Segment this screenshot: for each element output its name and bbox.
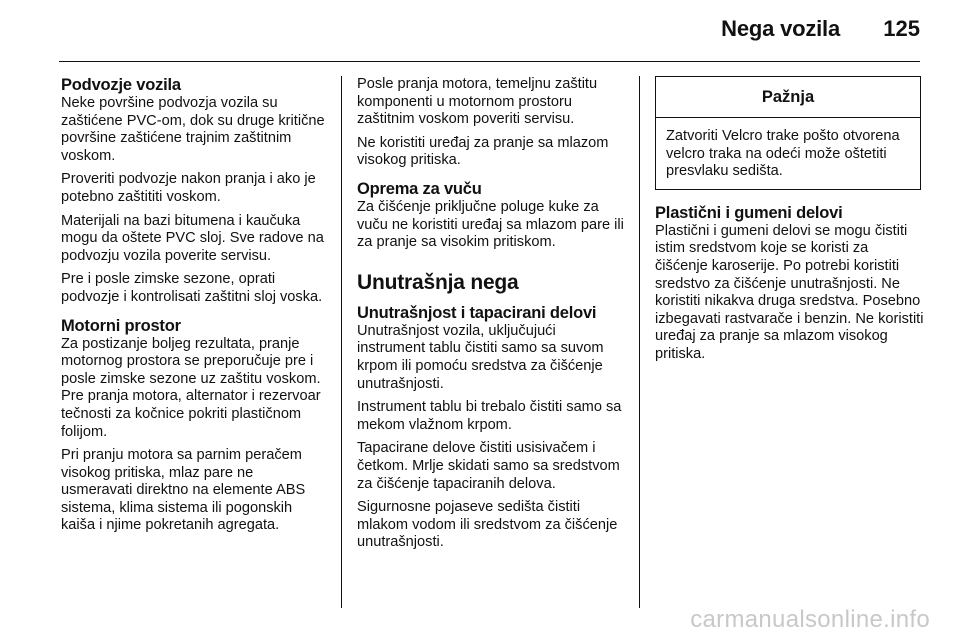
notice-title: Pažnja (656, 77, 920, 118)
column-divider (639, 76, 640, 608)
column-divider (341, 76, 342, 608)
paragraph: Instrument tablu bi trebalo čistiti samo sa mekom vlažnom krpom. (357, 399, 622, 433)
paragraph: Unutrašnjost vozila, uključujući instrument tablu čistiti samo sa suvom krpom ili pomoću sredstva za čišćenje unutrašnjosti. (357, 322, 604, 392)
paragraph: Neke površine podvozja vozila su zaštićene PVC-om, dok su druge kritične površine zaštićene trajnim zaštitnim voskom. (61, 95, 325, 164)
paragraph: Plastični i gumeni delovi se mogu čistiti istim sredstvom koje se koristi za čišćenje karoserije. Po potrebi koristiti sredstvo za čišćenje unutrašnjosti. Ne koristiti nikakva druga sredstva. Posebno izbegavati rastvarače i benzin. Ne koristiti uređaj za pranje sa mlazom visokog pritiska. (655, 222, 924, 362)
header-rule (59, 61, 920, 62)
paragraph: Sigurnosne pojaseve sedišta čistiti mlakom vodom ili sredstvom za čišćenje unutrašnjosti. (357, 499, 618, 551)
section-heading: Plastični i gumeni delovi (655, 203, 843, 222)
column-left (61, 76, 327, 535)
section-oprema-za-vucu (357, 180, 625, 252)
column-right (655, 76, 925, 364)
paragraph: Pri pranju motora sa parnim peračem visokog pritiska, mlaz pare ne usmeravati direktno na elemente ABS sistema, klima sistema ili pogonskih kaiša i njime pokretanih agregata. (61, 447, 306, 534)
paragraph: Pre i posle zimske sezone, oprati podvozje i kontrolisati zaštitni sloj voska. (61, 271, 323, 305)
page-header (0, 0, 960, 62)
section-motorni-prostor (61, 317, 327, 536)
notice-box (655, 76, 921, 190)
section-heading: Motorni prostor (61, 316, 181, 335)
section-podvozje (61, 76, 327, 307)
major-heading: Unutrašnja nega (357, 270, 519, 294)
section-heading: Podvozje vozila (61, 76, 181, 94)
paragraph: Tapacirane delove čistiti usisivačem i četkom. Mrlje skidati samo sa sredstvom za čišćenje tapaciranih delova. (357, 440, 620, 492)
notice-body: Zatvoriti Velcro trake pošto otvorena velcro traka na odeći može oštetiti presvlaku sedišta. (666, 128, 900, 180)
page-title: Nega vozila (721, 16, 840, 41)
paragraph: Za čišćenje priključne poluge kuke za vuču ne koristiti uređaj sa mlazom pare ili za pranje sa visokim pritiskom. (357, 198, 624, 251)
page-number: 125 (883, 16, 920, 41)
paragraph: Za postizanje boljeg rezultata, pranje motornog prostora se preporučuje pre i posle zimske sezone uz zaštitu voskom. Pre pranja motora, alternator i rezervoar tečnosti za kočnice pokriti plastičnom folijom. (61, 335, 321, 440)
section-unutrasnjost (357, 304, 625, 552)
watermark: carmanualsonline.info (690, 606, 930, 633)
paragraph: Posle pranja motora, temeljnu zaštitu komponenti u motornom prostoru zaštitnim voskom poveriti servisu. (357, 76, 598, 128)
paragraph: Materijali na bazi bitumena i kaučuka mogu da oštete PVC sloj. Sve radove na podvozju vozila poverite servisu. (61, 212, 324, 264)
section-heading: Oprema za vuču (357, 179, 482, 198)
paragraph: Ne koristiti uređaj za pranje sa mlazom visokog pritiska. (357, 134, 609, 169)
section-plasticni-delovi (655, 204, 925, 364)
section-heading: Unutrašnjost i tapacirani delovi (357, 303, 597, 322)
paragraph: Proveriti podvozje nakon pranja i ako je potebno zaštititi voskom. (61, 171, 316, 205)
section-motor-continued (357, 76, 625, 170)
column-middle (357, 76, 625, 552)
